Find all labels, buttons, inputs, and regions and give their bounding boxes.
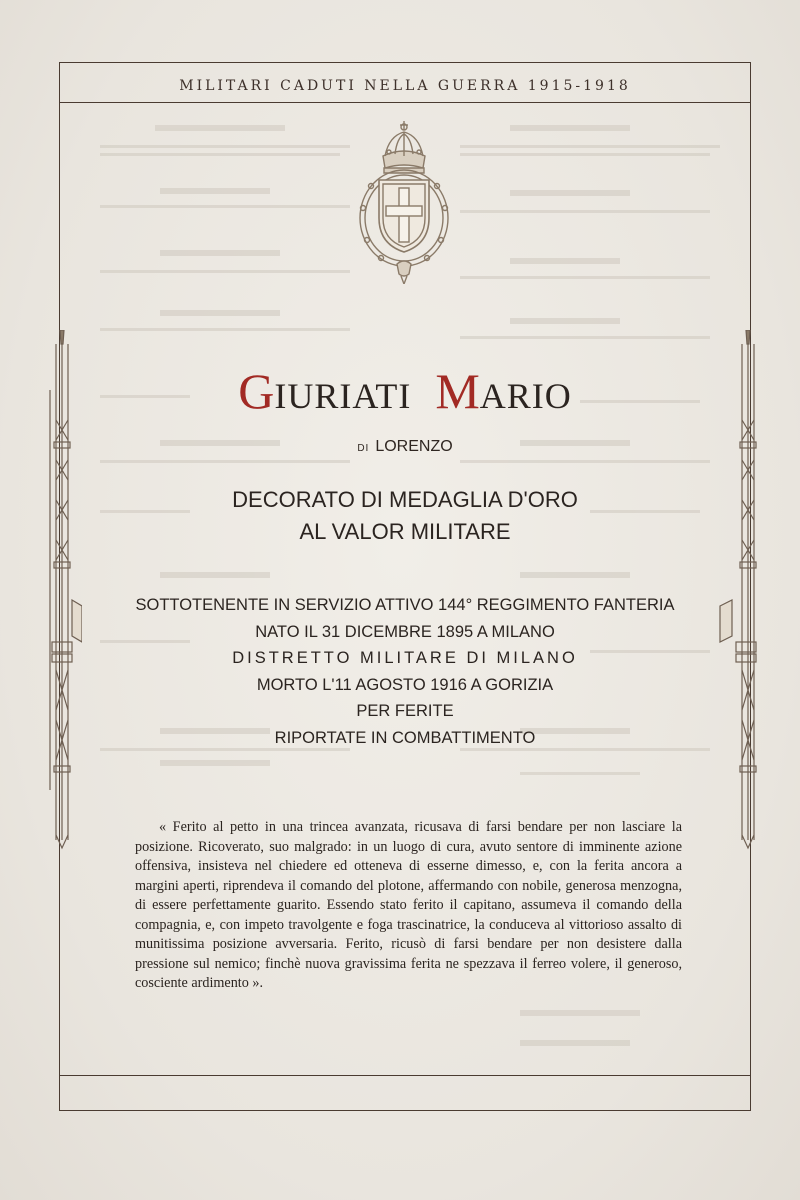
surname-initial: G — [238, 363, 275, 419]
decoration-line-2: AL VALOR MILITARE — [299, 519, 511, 544]
page-header-title: MILITARI CADUTI NELLA GUERRA 1915-1918 — [179, 78, 631, 94]
father-prefix: DI — [357, 443, 370, 454]
cause-line-1: PER FERITE — [356, 702, 454, 720]
cause-line-2: RIPORTATE IN COMBATTIMENTO — [274, 728, 536, 747]
firstname-initial: M — [435, 363, 480, 419]
father-name: LORENZO — [375, 438, 453, 455]
decoration-block — [60, 484, 750, 548]
firstname-rest: ARIO — [479, 376, 572, 416]
soldier-name — [60, 362, 750, 420]
footer-divider — [59, 1075, 751, 1076]
decoration-line-1: DECORATO DI MEDAGLIA D'ORO — [232, 487, 578, 512]
district-line: DISTRETTO MILITARE DI MILANO — [232, 649, 578, 667]
father-line — [60, 438, 750, 456]
header-divider — [59, 102, 751, 103]
medal-citation: « Ferito al petto in una trincea avanzata, ricusava di farsi bendare per non lasciare la posizione. Ricoverato, suo malgrado: in un luogo di cura, avuto sentore di imminente azione offensiva, insisteva nel chiedere ed otteneva di esserne dimesso, e, con la ferita ancora a margini aperti, riprendeva il comando del plotone, affermando con nobile, generosa menzogna, di essere perfettamente guarito. Essendo stato ferito il capitano, assumeva il comando della compagnia, e, con impeto travolgente e foga trascinatrice, la conduceva al vittorioso assalto di munitissima posizione avversaria. Ferito, ricusò di farsi bendare per non desistere dalla pressione sul nemico; finchè nuova gravissima ferita ne spezzava il ferreo volere, il generoso, cosciente ardimento ». — [135, 819, 682, 991]
death-line: MORTO L'11 AGOSTO 1916 A GORIZIA — [256, 675, 554, 694]
service-details — [60, 592, 750, 751]
surname-rest: IURIATI — [274, 376, 412, 416]
savoy-crest-icon — [351, 118, 457, 284]
birth-line: NATO IL 31 DICEMBRE 1895 A MILANO — [255, 622, 555, 641]
rank-line: SOTTOTENENTE IN SERVIZIO ATTIVO 144° REGGIMENTO FANTERIA — [135, 596, 675, 614]
